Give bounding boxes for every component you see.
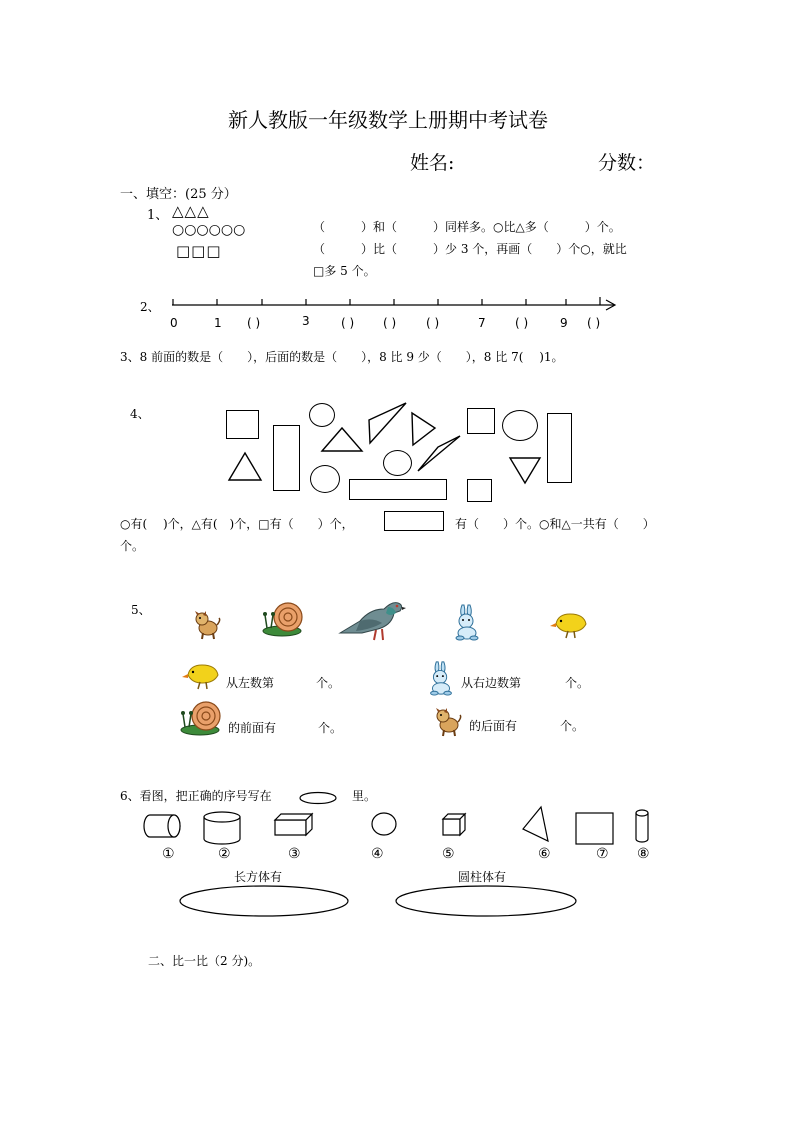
q5-rabbit-suffix: 个。 [565, 676, 590, 690]
tick-blank: ( ) [383, 316, 397, 330]
dog-icon [434, 707, 462, 737]
rabbit-icon [426, 660, 456, 696]
page-title: 新人教版一年级数学上册期中考试卷 [228, 108, 548, 132]
tick-label-7: 7 [478, 316, 486, 330]
tick-label-3: 3 [302, 314, 310, 328]
q5-dog-suffix: 个。 [560, 719, 585, 733]
rectangle-answer-box [384, 511, 444, 531]
tick-label-0: 0 [170, 316, 178, 330]
cuboid-answer-oval[interactable] [178, 884, 350, 920]
q5-chick-suffix: 个。 [316, 676, 341, 690]
tick-blank: ( ) [515, 316, 529, 330]
q5-snail-suffix: 个。 [318, 721, 343, 735]
q1-circles-row: ○○○○○○ [172, 222, 246, 238]
tick-label-9: 9 [560, 316, 568, 330]
snail-icon [262, 601, 304, 637]
q2-number: 2、 [140, 300, 160, 314]
q5-dog-prompt: 的后面有 [469, 719, 518, 733]
q1-number: 1、 [147, 208, 169, 223]
q3-text: 3、8 前面的数是（ ），后面的数是（ ），8 比 9 少（ ），8 比 7( )1。 [120, 350, 564, 364]
rabbit-icon [452, 603, 482, 641]
tick-blank: ( ) [426, 316, 440, 330]
tick-blank: ( ) [247, 316, 261, 330]
name-label: 姓名: [410, 152, 455, 174]
option-number: ② [218, 846, 231, 862]
chick-icon [548, 610, 588, 640]
tick-blank: ( ) [341, 316, 355, 330]
q5-rabbit-prompt: 从右边数第 [461, 676, 522, 690]
cuboid-label: 长方体有 [234, 870, 283, 884]
q6-prompt: 6、看图，把正确的序号写在 [120, 789, 272, 803]
q6-prompt-suffix: 里。 [352, 789, 377, 803]
section1-heading: 一、填空：(25 分） [120, 187, 237, 202]
cylinder-answer-oval[interactable] [394, 884, 578, 920]
q4-number: 4、 [130, 407, 150, 421]
q1-line2: （ ）比（ ）少 3 个，再画（ ）个○，就比 [313, 242, 627, 256]
q5-number: 5、 [131, 603, 151, 617]
score-label: 分数： [598, 152, 656, 174]
option-number: ③ [288, 846, 301, 862]
q5-chick-prompt: 从左数第 [226, 676, 275, 690]
dog-icon [193, 610, 221, 640]
pigeon-icon [338, 595, 406, 643]
q4-answer-line: ○有( )个，△有( )个，□有（ ）个， [120, 517, 354, 531]
tick-label-1: 1 [214, 316, 222, 330]
option-number: ① [162, 846, 175, 862]
q5-snail-prompt: 的前面有 [228, 721, 277, 735]
solid-shapes [0, 805, 793, 850]
oval-icon [298, 791, 338, 805]
cylinder-label: 圆柱体有 [458, 870, 507, 884]
snail-icon [180, 700, 222, 736]
chick-icon [180, 661, 220, 691]
triangle-shape [0, 0, 793, 520]
section2-heading: 二、比一比（2 分)。 [148, 954, 261, 968]
q1-line3: □多 5 个。 [313, 264, 376, 278]
option-number: ④ [371, 846, 384, 862]
q1-squares-row: □□□ [176, 242, 222, 260]
option-number: ⑥ [538, 846, 551, 862]
q4-answer-line: 有（ ）个。○和△一共有（ ） [455, 517, 655, 531]
q1-line1: （ ）和（ ）同样多。○比△多（ ）个。 [313, 220, 621, 234]
tick-blank: ( ) [587, 316, 601, 330]
option-number: ⑧ [637, 846, 650, 862]
option-number: ⑦ [596, 846, 609, 862]
q1-triangles-row: △△△ [172, 202, 210, 220]
option-number: ⑤ [442, 846, 455, 862]
q4-answer-line: 个。 [120, 539, 145, 553]
